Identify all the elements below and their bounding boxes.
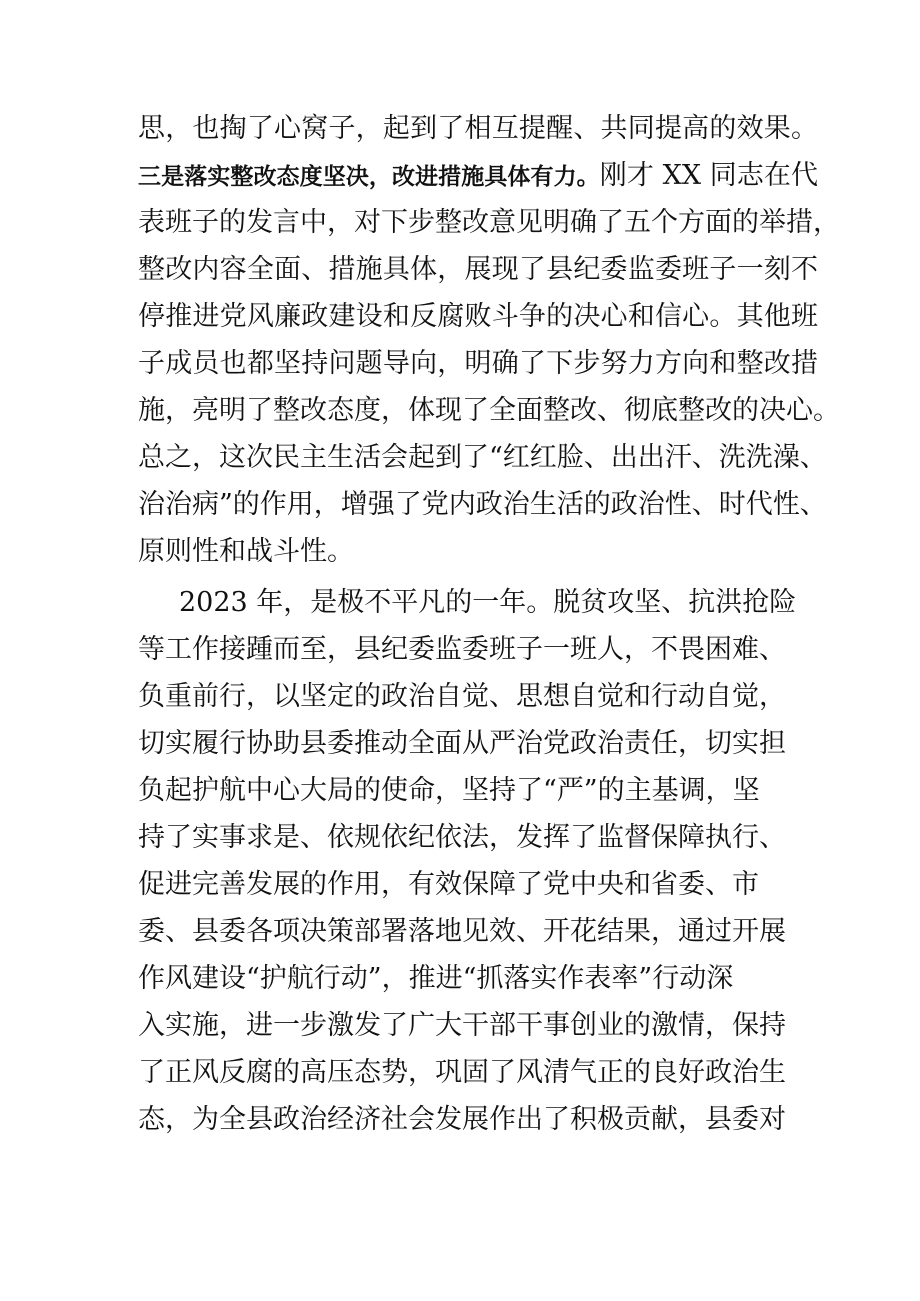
text-line: 子成员也都坚持问题导向，明确了下步努力方向和整改措: [138, 348, 818, 379]
text-line: 施，亮明了整改态度，体现了全面整改、彻底整改的决心。: [138, 395, 840, 426]
text-line: 作风建设“护航行动”，推进“抓落实作表率”行动深: [138, 963, 734, 994]
body-text: [138, 105, 840, 1143]
text-line: 负重前行，以坚定的政治自觉、思想自觉和行动自觉，: [138, 681, 786, 712]
bold-heading: 三是落实整改态度坚决，改进措施具体有力。: [138, 164, 600, 190]
text-run: 刚才 XX 同志在代: [599, 160, 819, 191]
text-line: 了正风反腐的高压态势，巩固了风清气正的良好政治生: [138, 1057, 786, 1088]
text-line: 整改内容全面、措施具体，展现了县纪委监委班子一刻不: [138, 254, 818, 285]
text-line: 治治病”的作用，增强了党内政治生活的政治性、时代性、: [138, 489, 827, 520]
text-line: 原则性和战斗性。: [138, 536, 354, 567]
text-line: 委、县委各项决策部署落地见效、开花结果，通过开展: [138, 916, 786, 947]
text-line: 等工作接踵而至，县纪委监委班子一班人，不畏困难、: [138, 634, 786, 665]
text-line: 思，也掏了心窝子，起到了相互提醒、共同提高的效果。: [138, 113, 818, 144]
text-line: 切实履行协助县委推动全面从严治党政治责任，切实担: [138, 728, 786, 759]
text-line-with-heading: [138, 152, 818, 199]
text-line: 持了实事求是、依规依纪依法，发挥了监督保障执行、: [138, 822, 786, 853]
text-line: 2023 年，是极不平凡的一年。脱贫攻坚、抗洪抢险: [179, 587, 797, 618]
text-line: 态，为全县政治经济社会发展作出了积极贡献，县委对: [138, 1104, 786, 1135]
text-line: 入实施，进一步激发了广大干部干事创业的激情，保持: [138, 1010, 786, 1041]
text-line: 负起护航中心大局的使命，坚持了“严”的主基调，坚: [138, 775, 760, 806]
text-line: 表班子的发言中，对下步整改意见明确了五个方面的举措，: [138, 207, 840, 238]
text-line: 停推进党风廉政建设和反腐败斗争的决心和信心。其他班: [138, 301, 818, 332]
text-line: 总之，这次民主生活会起到了“红红脸、出出汗、洗洗澡、: [138, 442, 827, 473]
text-line: 促进完善发展的作用，有效保障了党中央和省委、市: [138, 869, 759, 900]
